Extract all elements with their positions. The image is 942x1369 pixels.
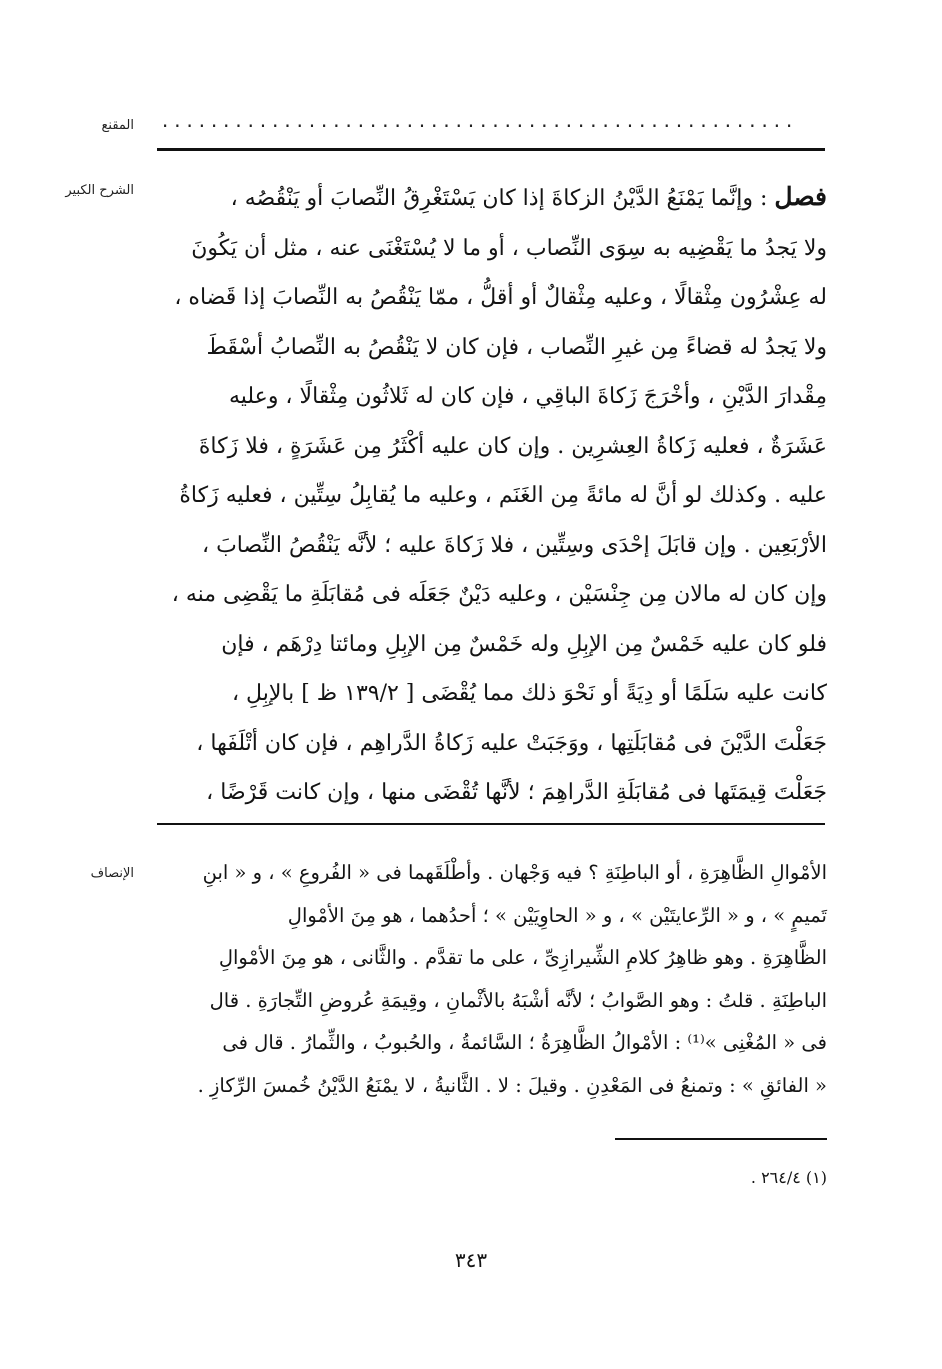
main-line-5: مِقْدارَ الدَّيْنِ ، وأخْرَجَ زَكاةَ الباقِي ، فإن كان له ثَلاثُون مِثْقالًا ، وعليه	[228, 384, 827, 409]
main-line-7: عليه . وكذلك لو أنَّ له مائةً مِن الغَنَم ، وعليه ما يُقابِلُ سِتِّين ، فعليه زَكاةُ	[179, 483, 827, 508]
section-divider-rule	[157, 823, 825, 825]
main-line-12: جَعَلْتَ الدَّيْنَ فى مُقابَلَتِها ، ووَجَبَتْ عليه زَكاةُ الدَّراهِم ، فإن كان أتْلَفَها ،	[196, 730, 827, 756]
main-line-6: عَشَرَةٌ ، فعليه زَكاةُ العِشرِين . وإن كان عليه أكْثَرُ مِن عَشَرَةٍ ، فلا زَكاةَ	[198, 433, 827, 459]
insaf-line-2: تَميمٍ » ، و « الرِّعايتَيْن » ، و « الحاوِيَيْن » ؛ أحدُهما ، هو مِنَ الأمْوالِ	[287, 903, 827, 927]
page-number: ٣٤٣	[454, 1248, 488, 1272]
margin-label-sharh: الشرح الكبير	[65, 183, 134, 198]
insaf-line-1: الأمْوالِ الظَّاهِرَةِ ، أو الباطِنَةِ ؟ فيه وَجْهان . وأطْلَقَهما فى « الفُروعِ » ، و « ابنِ	[202, 861, 827, 884]
main-line-8: الأرْبَعِين . وإن قابَلَ إحْدَى وسِتِّين ، فلا زَكاةَ عليه ؛ لأنَّه يَنْقُصُ النِّصابَ ،	[201, 532, 827, 558]
main-line-10: فلو كان عليه خَمْسٌ مِن الإبِلِ وله خَمْسٌ مِن الإبِلِ ومائتا دِرْهَم ، فإن	[221, 631, 827, 657]
main-line-4: ولا يَجدُ له قضاءً مِن غيرِ النِّصاب ، فإن كان لا يَنْقُصُ به النِّصابُ أسْقَطَ	[206, 334, 827, 360]
insaf-line-5: فى « المُغْنِى »⁽¹⁾ : الأمْوالُ الظَّاهِرَةُ ؛ السَّائمةُ ، والحُبوبُ ، والثِّمارُ . قال فى	[222, 1031, 827, 1054]
insaf-text-block	[157, 852, 827, 1107]
running-header-book-title: المقنع	[101, 118, 134, 133]
insaf-line-6: « الفائقِ » : وتمنعُ فى المَعْدِنِ . وقيلَ : لا . الثَّانيةُ ، لا يمْنَعُ الدَّيْنُ خُمسَ الرِّكازِ .	[197, 1073, 827, 1097]
insaf-line-3: الظَّاهِرَةِ . وهو ظاهِرُ كلامِ الشِّيرازِىِّ ، على ما تقدَّم . والثَّانى ، هو مِنَ الأمْوالِ	[218, 946, 827, 969]
header-rule	[157, 148, 825, 151]
main-line-9: وإن كان له مالان مِن جِنْسَيْن ، وعليه دَيْنٌ جَعَلَه فى مُقابَلَةِ ما يَقْضِى منه ،	[171, 582, 827, 607]
main-line-1	[157, 172, 827, 224]
main-line-13: جَعَلْتَ قِيمَتَها فى مُقابَلَةِ الدَّراهِمَ ؛ لأنَّها تُقْضَى منها ، وإن كانت قَرْضًا ،	[206, 780, 827, 805]
section-heading: فصل	[774, 182, 827, 211]
margin-label-insaf: الإنصاف	[90, 866, 134, 881]
footnote: (١) ٢٦٤/٤ .	[750, 1168, 827, 1187]
main-line-2: ولا يَجدُ ما يَقْضِيه به سِوَى النِّصاب ، أو ما لا يُسْتَغْنَى عنه ، مثل أن يَكُونَ	[191, 235, 827, 261]
main-line-1-text: : وإنَّما يَمْنَعُ الدَّيْنُ الزكاةَ إذا كان يَسْتَغْرِقُ النِّصابَ أو يَنْقُصُه ،	[230, 186, 775, 211]
main-text-block	[157, 172, 827, 818]
insaf-line-4: الباطِنَةِ . قلتُ : وهو الصَّوابُ ؛ لأنَّه أشْبَهُ بالأثْمانِ ، وقِيمَةِ عُروضِ التِّجارَةِ . قال	[209, 988, 827, 1012]
main-line-11: كانت عليه سَلَمًا أو دِيَةً أو نَحْوَ ذلك مما يُقْضَى [ ١٣٩/٢ ظ ] بالإبِلِ ،	[231, 681, 827, 706]
footnote-rule	[615, 1138, 827, 1140]
running-header-dots: ....................................................	[160, 112, 797, 132]
main-line-3: له عِشْرُون مِثْقالًا ، وعليه مِثْقالٌ أو أقلُّ ، ممّا يَنْقُصُ به النِّصابَ إذا قَضاه ،	[174, 285, 827, 310]
